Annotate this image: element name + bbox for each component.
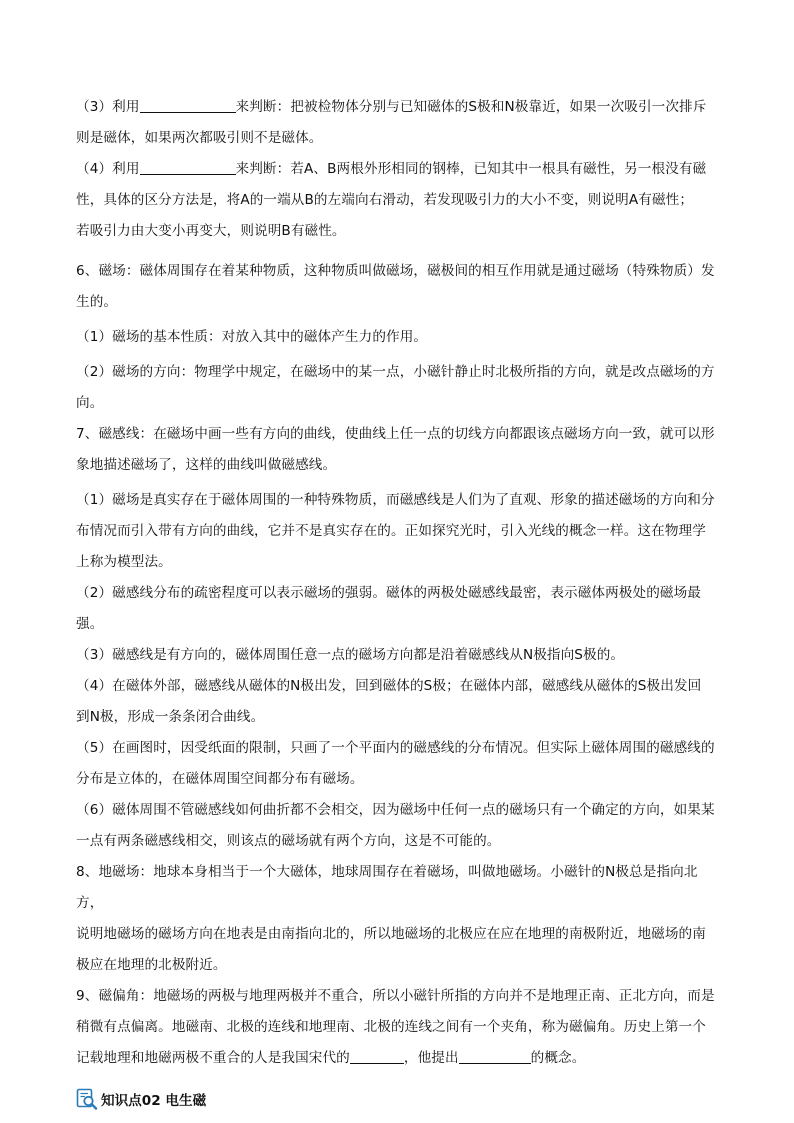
section-6-magnetic-field	[76, 256, 724, 318]
item-7-6	[76, 795, 724, 857]
text: 极应在地理的北极附近。	[76, 957, 227, 973]
text: 生的。	[76, 294, 118, 310]
text: （2）磁感线分布的疏密程度可以表示磁场的强弱。磁体的两极处磁感线最密，表示磁体两极处的磁场最强。	[76, 585, 701, 632]
text: 一点有两条磁感线相交，则该点的磁场就有两个方向，这是不可能的。	[76, 833, 501, 849]
text: 则是磁体，如果两次都吸引则不是磁体。	[76, 130, 323, 146]
text: ，他提出	[403, 1050, 459, 1066]
section-9-declination	[76, 981, 724, 1074]
text: （6）磁体周围不管磁感线如何曲折都不会相交，因为磁场中任何一点的磁场只有一个确定的方向，如果某	[76, 802, 715, 818]
section-heading-knowledge-point-02	[76, 1084, 724, 1114]
text: 7、磁感线：在磁场中画一些有方向的曲线，使曲线上任一点的切线方向都跟该点磁场方向一致，就可以形	[76, 426, 715, 442]
text: 向。	[76, 395, 104, 411]
text: 来判断：把被检物体分别与已知磁体的S极和N极靠近，如果一次吸引一次排斥	[235, 99, 707, 115]
text: 分布是立体的，在磁体周围空间都分布有磁场。	[76, 771, 364, 787]
text: 6、磁场：磁体周围存在着某种物质，这种物质叫做磁场，磁极间的相互作用就是通过磁场（特殊物质）发	[76, 263, 715, 279]
text: （3）磁感线是有方向的，磁体周围任意一点的磁场方向都是沿着磁感线从N极指向S极的。	[76, 647, 625, 663]
paragraph-4	[76, 154, 724, 247]
item-7-4	[76, 671, 724, 733]
fill-blank[interactable]	[459, 1048, 531, 1064]
text: 稍微有点偏离。地磁南、北极的连线和地理南、北极的连线之间有一个夹角，称为磁偏角。历史上第一个	[76, 1019, 706, 1035]
section-8-geomagnetic-field	[76, 857, 724, 981]
text: 来判断：若A、B两根外形相同的钢棒，已知其中一根具有磁性，另一根没有磁	[235, 161, 707, 177]
text: 上称为模型法。	[76, 554, 172, 570]
text: 的概念。	[530, 1050, 586, 1066]
text: （2）磁场的方向：物理学中规定，在磁场中的某一点，小磁针静止时北极所指的方向，就是改点磁场的方	[76, 364, 715, 380]
item-7-5	[76, 733, 724, 795]
magnifier-document-icon	[76, 1088, 98, 1110]
heading-label: 知识点02 电生磁	[101, 1093, 207, 1109]
text: 记载地理和地磁两极不重合的人是我国宋代的	[76, 1050, 350, 1066]
text: 布情况而引入带有方向的曲线，它并不是真实存在的。正如探究光时，引入光线的概念一样。这在物理学	[76, 523, 706, 539]
fill-blank[interactable]	[140, 159, 236, 175]
item-7-2	[76, 578, 724, 640]
item-7-3	[76, 640, 724, 671]
fill-blank[interactable]	[350, 1048, 404, 1064]
text: 性，具体的区分方法是，将A的一端从B的左端向右滑动，若发现吸引力的大小不变，则说明A有磁性；	[76, 192, 694, 208]
text: （3）利用	[76, 99, 140, 115]
item-7-1	[76, 485, 724, 578]
text: 8、地磁场：地球本身相当于一个大磁体，地球周围存在着磁场，叫做地磁场。小磁针的N极总是指向北方，	[76, 864, 698, 911]
paragraph-3	[76, 92, 724, 154]
document-body	[76, 92, 724, 1114]
item-6-1	[76, 322, 724, 353]
text: 9、磁偏角：地磁场的两极与地理两极并不重合，所以小磁针所指的方向并不是地理正南、正北方向，而是	[76, 988, 715, 1004]
text: 说明地磁场的磁场方向在地表是由南指向北的，所以地磁场的北极应在应在地理的南极附近，地磁场的南	[76, 926, 706, 942]
section-7-field-lines	[76, 419, 724, 481]
text: 到N极，形成一条条闭合曲线。	[76, 709, 265, 725]
text: （4）在磁体外部，磁感线从磁体的N极出发，回到磁体的S极；在磁体内部，磁感线从磁体的S极出发回	[76, 678, 702, 694]
text: （4）利用	[76, 161, 140, 177]
text: 若吸引力由大变小再变大，则说明B有磁性。	[76, 223, 346, 239]
text: （5）在画图时，因受纸面的限制，只画了一个平面内的磁感线的分布情况。但实际上磁体周围的磁感线的	[76, 740, 715, 756]
text: 象地描述磁场了，这样的曲线叫做磁感线。	[76, 457, 337, 473]
fill-blank[interactable]	[140, 97, 236, 113]
text: （1）磁场是真实存在于磁体周围的一种特殊物质，而磁感线是人们为了直观、形象的描述磁场的方向和分	[76, 492, 715, 508]
text: （1）磁场的基本性质：对放入其中的磁体产生力的作用。	[76, 329, 428, 345]
item-6-2	[76, 357, 724, 419]
